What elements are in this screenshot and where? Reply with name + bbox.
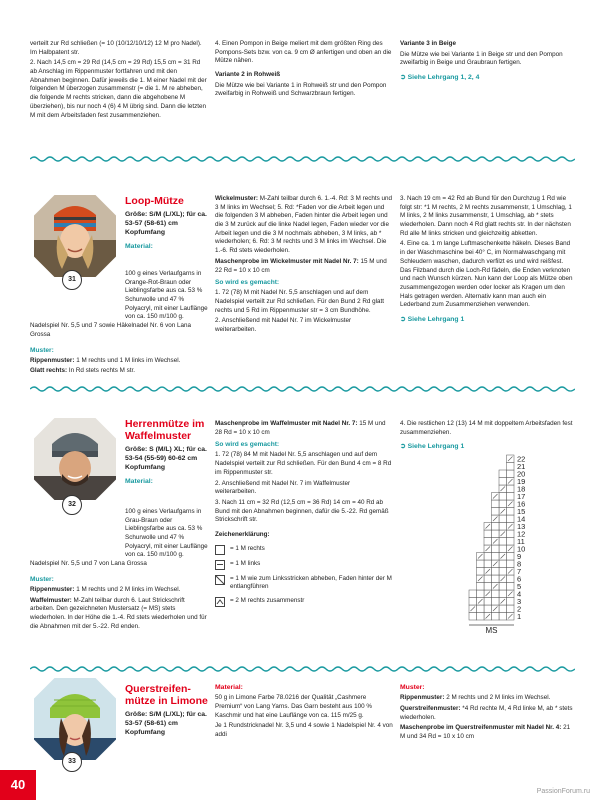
chart-row-label: 9: [517, 552, 522, 561]
chart-cell: [484, 583, 492, 591]
herren-so-heading: So wird es gemacht:: [215, 441, 280, 449]
chart-cell: [484, 598, 492, 606]
chart-row-label: 21: [517, 462, 526, 471]
arrow-icon: ➲: [400, 74, 408, 82]
chart-cell: [507, 530, 515, 538]
arrow-icon: ➲: [400, 443, 408, 451]
chart-row-label: 22: [517, 454, 526, 464]
chart-cell: [484, 538, 492, 546]
loop-col-3: [400, 195, 575, 326]
lehrgang-link-loop[interactable]: ➲ Siehe Lehrgang 1: [400, 315, 465, 323]
chart-cell: [492, 530, 500, 538]
chart-row-label: 20: [517, 469, 526, 479]
chart-row-label: 17: [517, 492, 526, 501]
chart-row-label: 14: [517, 514, 526, 524]
chart-cell: [477, 613, 485, 621]
chart-row-label: 18: [517, 484, 526, 494]
chart-row-label: 3: [517, 597, 522, 606]
legend-item-abheben: = 1 M wie zum Linksstricken abheben, Faden hinter der M entlangführen: [215, 575, 393, 592]
quer-title: Querstreifen-mütze in Limone: [125, 683, 208, 708]
herren-title: Herrenmütze im Waffelmuster: [125, 418, 205, 443]
chart-cell: [477, 590, 485, 598]
loop-title: Loop-Mütze: [125, 195, 184, 207]
wave-divider-3: [30, 665, 575, 673]
herren-step-4: 4. Die restlichen 12 (13) 14 M mit doppeltem Arbeitsfaden fest zusammenziehen.: [400, 420, 573, 436]
legend-heading: Zeichenerklärung:: [215, 530, 270, 538]
chart-cell: [507, 575, 515, 583]
legend-item-rechts: = 1 M rechts: [215, 545, 393, 555]
chart-cell: [499, 590, 507, 598]
chart-cell: [492, 568, 500, 576]
quer-info: [125, 683, 213, 742]
chart-cell: [499, 560, 507, 568]
chart-row-label: 7: [517, 567, 522, 576]
chart-row-label: 10: [517, 544, 526, 554]
arrow-icon: ➲: [400, 315, 408, 323]
page-number: 40: [0, 770, 36, 800]
loop-muster-heading: Muster:: [30, 346, 54, 354]
pattern-number-31: 31: [62, 270, 82, 290]
herren-col-2: [215, 420, 393, 612]
chart-cell: [492, 598, 500, 606]
chart-row-label: 8: [517, 559, 522, 569]
abheben-symbol-icon: [215, 575, 225, 585]
chart-cell: [507, 560, 515, 568]
chart-cell: [492, 613, 500, 621]
chart-cell: [499, 523, 507, 531]
variante-2-text: Die Mütze wie bei Variante 1 in Rohweiß str und den Pompon zweifarbig in Rohweiß und Schwarzbraun fertigen.: [215, 81, 387, 98]
chart-ms-label: MS: [485, 626, 498, 635]
quer-material-heading: Material:: [215, 684, 243, 691]
herren-muster-heading: Muster:: [30, 575, 54, 583]
herren-step-3: 3. Nach 11 cm = 32 Rd (12,5 cm = 36 Rd) 14 cm = 40 Rd ab Bund mit den Abnahmen beginnen, dafür die 5.-22. Rd gemäß Strickschrift str.: [215, 498, 389, 524]
chart-cell: [477, 560, 485, 568]
quer-photo: [34, 678, 116, 760]
herren-rib: Rippenmuster: 1 M rechts und 2 M links im Wechsel.: [30, 585, 181, 593]
chart-cell: [484, 575, 492, 583]
chart-cell: [507, 470, 515, 478]
chart-cell: [469, 613, 477, 621]
top-col-1: [30, 40, 208, 122]
chart-cell: [499, 478, 507, 486]
chart-row-label: 15: [517, 507, 526, 516]
legend-item-zusammen: = 2 M rechts zusammenstr: [215, 597, 393, 607]
loop-info: [125, 195, 211, 251]
chart-cell: [499, 515, 507, 523]
herren-size: Größe: S (M/L) XL; für ca. 53-54 (55-59) 60-62 cm Kopfumfang: [125, 446, 207, 471]
loop-material-text: 100 g eines Verlaufgarns in Orange-Rot-Braun oder Lieblingsfarbe aus ca. 53 % Schurwolle und 47 % Polyacryl, mit einer Lauflänge von ca. 150 m/100 g.: [125, 270, 208, 321]
chart-cell: [507, 605, 515, 613]
quer-rib: Rippenmuster: 2 M rechts und 2 M links im Wechsel.: [400, 694, 551, 702]
lehrgang-link-herren[interactable]: ➲ Siehe Lehrgang 1: [400, 443, 465, 451]
chart-row-label: 5: [517, 582, 522, 591]
wave-divider-2: [30, 385, 575, 393]
knitting-chart: [466, 447, 536, 649]
chart-cell: [492, 590, 500, 598]
herren-material-text: 100 g eines Verlaufgarns in Grau-Braun oder Lieblingsfarbe aus ca. 53 % Schurwolle und 47 % Polyacryl, mit einer Lauflänge von ca. 150 m/100 g.: [125, 508, 208, 559]
chart-cell: [507, 598, 515, 606]
variante-3-text: Die Mütze wie bei Variante 1 in Beige str und den Pompon zweifarbig in Beige und Graubraun fertigen.: [400, 50, 563, 67]
rechts-symbol-icon: [215, 545, 225, 555]
top-col-3: [400, 40, 575, 84]
chart-cell: [469, 598, 477, 606]
top-text-1: verteilt zur Rd schließen (= 10 (10/12/10/12) 12 M pro Nadel). Im Halbpatent str.: [30, 40, 202, 56]
loop-rib: Rippenmuster: 1 M rechts und 1 M links im Wechsel.: [30, 356, 181, 364]
chart-row-label: 16: [517, 499, 526, 509]
loop-step-3: 3. Nach 19 cm = 42 Rd ab Bund für den Durchzug 1 Rd wie folgt str: *1 M rechts, 2 M rechts zusammenstr, 1 Umschlag, 1 M links, 2 M links zusammenstr, 1 Umschlag, ab * stets wiederholen. Dann noch 4 Rd glatt rechts str. In der nächsten Rd alle M links stricken und gleichzeitig abketten.: [400, 195, 572, 237]
chart-cell: [484, 560, 492, 568]
links-symbol-icon: [215, 560, 225, 570]
chart-row-label: 12: [517, 529, 526, 539]
herren-material: [30, 508, 211, 633]
chart-cell: [507, 493, 515, 501]
loop-photo: [34, 195, 116, 277]
variante-2-heading: Variante 2 in Rohweiß: [215, 71, 281, 79]
loop-glatt: Glatt rechts: In Rd stets rechts M str.: [30, 367, 135, 375]
chart-cell: [492, 508, 500, 516]
loop-material-heading: Material:: [125, 242, 153, 250]
chart-cell: [492, 575, 500, 583]
zusammen-symbol-icon: [215, 597, 225, 607]
quer-material-text: 50 g in Limone Farbe 78.0216 der Qualität „Cashmere Premium“ von Lang Yarns. Das Garn besteht aus 100 % Kaschmir und hat eine Lauflänge von ca. 115 m/25 g.: [215, 694, 372, 719]
loop-needles: Nadelspiel Nr. 5,5 und 7 sowie Häkelnadel Nr. 6 von Lana Grossa: [30, 322, 192, 338]
chart-cell: [484, 553, 492, 561]
chart-cell: [477, 568, 485, 576]
herren-photo: [34, 418, 116, 500]
chart-cell: [499, 538, 507, 546]
chart-cell: [499, 500, 507, 508]
chart-row-label: 13: [517, 522, 526, 531]
chart-row-label: 1: [517, 612, 522, 621]
chart-cell: [499, 605, 507, 613]
chart-cell: [484, 605, 492, 613]
chart-cell: [499, 545, 507, 553]
quer-needles: Je 1 Rundstricknadel Nr. 3,5 und 4 sowie 1 Nadelspiel Nr. 4 von addi: [215, 722, 393, 739]
chart-cell: [499, 583, 507, 591]
top-text-2: 2. Nach 14,5 cm = 29 Rd (14,5 cm = 29 Rd) 15,5 cm = 31 Rd ab Anschlag im Rippenmuster fortfahren und mit den Abnahmen beginnen. Dafür jeweils die 1. M einer Nadel mit der folgenden M überzogen zusammenstr (= die 1. M re abheben, die folgende M rechts stricken, dann die abgehobene M überziehen), bis nur noch 4 (6) 4 M übrig sind. Dann die letzten M mit dem Arbeitsfaden fest zusammenziehen.: [30, 59, 207, 119]
top-text-3: 4. Einen Pompon in Beige meliert mit dem größten Ring des Pompons-Sets bzw. von ca. 9 cm Ø anfertigen und oben an die Mütze nähen.: [215, 40, 392, 65]
chart-cell: [492, 553, 500, 561]
herren-needles: Nadelspiel Nr. 5,5 und 7 von Lana Grossa: [30, 560, 147, 568]
herren-probe: Maschenprobe im Waffelmuster mit Nadel Nr. 7: 15 M und 28 Rd = 10 x 10 cm: [215, 420, 386, 436]
loop-step-4: 4. Eine ca. 1 m lange Luftmaschenkette häkeln. Dieses Band in der Waschmaschine bei 40° C, im Normalwaschgang mit Schleudern waschen, dadurch verfilzt es und wird reißfest. Das Filzband durch die Loch-Rd fädeln, die Enden verknoten und nach Wunsch kürzen. Nun kann der Loop als Mütze oben zusammengezogen werden oder locker als Kragen um den Hals getragen werden. Alternativ kann man auch ein Lederband zum Zusammenziehen verwenden.: [400, 240, 573, 309]
loop-step-1: 1. 72 (78) M mit Nadel Nr. 5,5 anschlagen und auf dem Nadelspiel verteilt zur Rd schließen. Für den Bund 2 Rd glatt rechts und 5 Rd im Rippenmuster str = 3 cm Bundhöhe.: [215, 289, 385, 314]
herren-waffel: Waffelmuster: M-Zahl teilbar durch 6. Laut Strickschrift arbeiten. Den gezeichneten Mustersatz (= MS) stets wiederholen. In der Höhe die 1.-4. Rd stets wiederholen und für die Abnahmen mit der 5.-22. Rd enden.: [30, 596, 207, 630]
herren-step-1: 1. 72 (78) 84 M mit Nadel Nr. 5,5 anschlagen und auf dem Nadelspiel verteilt zur Rd schließen. Für den Bund 4 cm = 8 Rd im Rippenmuster str.: [215, 451, 392, 476]
loop-probe: Maschenprobe im Wickelmuster mit Nadel Nr. 7: 15 M und 22 Rd = 10 x 10 cm: [215, 257, 387, 274]
chart-cell: [507, 463, 515, 471]
chart-cell: [499, 493, 507, 501]
pattern-number-32: 32: [62, 495, 82, 515]
lehrgang-link-top[interactable]: ➲ Siehe Lehrgang 1, 2, 4: [400, 74, 480, 82]
herren-material-heading: Material:: [125, 477, 153, 485]
chart-cell: [507, 485, 515, 493]
chart-cell: [492, 545, 500, 553]
legend-item-links: = 1 M links: [215, 560, 393, 570]
chart-cell: [477, 583, 485, 591]
chart-row-label: 6: [517, 574, 522, 584]
loop-material: [30, 270, 211, 378]
chart-cell: [492, 500, 500, 508]
chart-cell: [484, 530, 492, 538]
loop-step-2: 2. Anschließend mit Nadel Nr. 7 im Wickelmuster weiterarbeiten.: [215, 317, 352, 334]
chart-row-label: 4: [517, 589, 522, 599]
loop-size: Größe: S/M (L/XL); für ca. 53-57 (58-61) cm Kopfumfang: [125, 211, 207, 236]
chart-cell: [507, 508, 515, 516]
herren-step-2: 2. Anschließend mit Nadel Nr. 7 im Waffelmuster weiterarbeiten.: [215, 479, 351, 496]
chart-cell: [507, 583, 515, 591]
chart-cell: [499, 613, 507, 621]
chart-row-label: 2: [517, 604, 522, 614]
quer-muster-heading: Muster:: [400, 684, 425, 691]
quer-streifen: Querstreifenmuster: *4 Rd rechte M, 4 Rd linke M, ab * stets wiederholen.: [400, 705, 573, 721]
wave-divider-1: [30, 155, 575, 163]
chart-cell: [507, 538, 515, 546]
loop-col-2: [215, 195, 393, 337]
variante-3-heading: Variante 3 in Beige: [400, 40, 456, 47]
quer-col-2: [215, 683, 393, 742]
top-col-2: [215, 40, 393, 101]
chart-cell: [477, 605, 485, 613]
chart-cell: [507, 515, 515, 523]
quer-col-3: [400, 683, 575, 744]
quer-probe: Maschenprobe im Querstreifenmuster mit Nadel Nr. 4: 21 M und 34 Rd = 10 x 10 cm: [400, 724, 571, 741]
quer-size: Größe: S/M (L/XL); für ca. 53-57 (58-61) cm Kopfumfang: [125, 711, 207, 736]
chart-cell: [499, 470, 507, 478]
pattern-number-33: 33: [62, 752, 82, 772]
chart-cell: [469, 590, 477, 598]
herren-info: [125, 418, 211, 486]
loop-so-heading: So wird es gemacht:: [215, 279, 280, 287]
watermark: PassionForum.ru: [536, 788, 590, 795]
chart-row-label: 19: [517, 477, 526, 486]
loop-wickel: Wickelmuster: M-Zahl teilbar durch 6. 1.-4. Rd: 3 M rechts und 3 M links im Wechsel; 5. Rd: *Faden vor die Arbeit legen und die folgenden 3 M abheben, Faden hinter die Arbeit legen und die 3 M zurück auf die linke Nadel legen, Faden wieder vor die Arbeit legen und die 3 M nochmals abheben, 3 M links, ab * wiederholen; 6. Rd: 3 M rechts und 3 M links im Wechsel. Die 1.-6. Rd stets wiederholen.: [215, 195, 393, 255]
chart-row-label: 11: [517, 537, 525, 546]
chart-cell: [499, 568, 507, 576]
chart-cell: [492, 523, 500, 531]
chart-cell: [507, 553, 515, 561]
